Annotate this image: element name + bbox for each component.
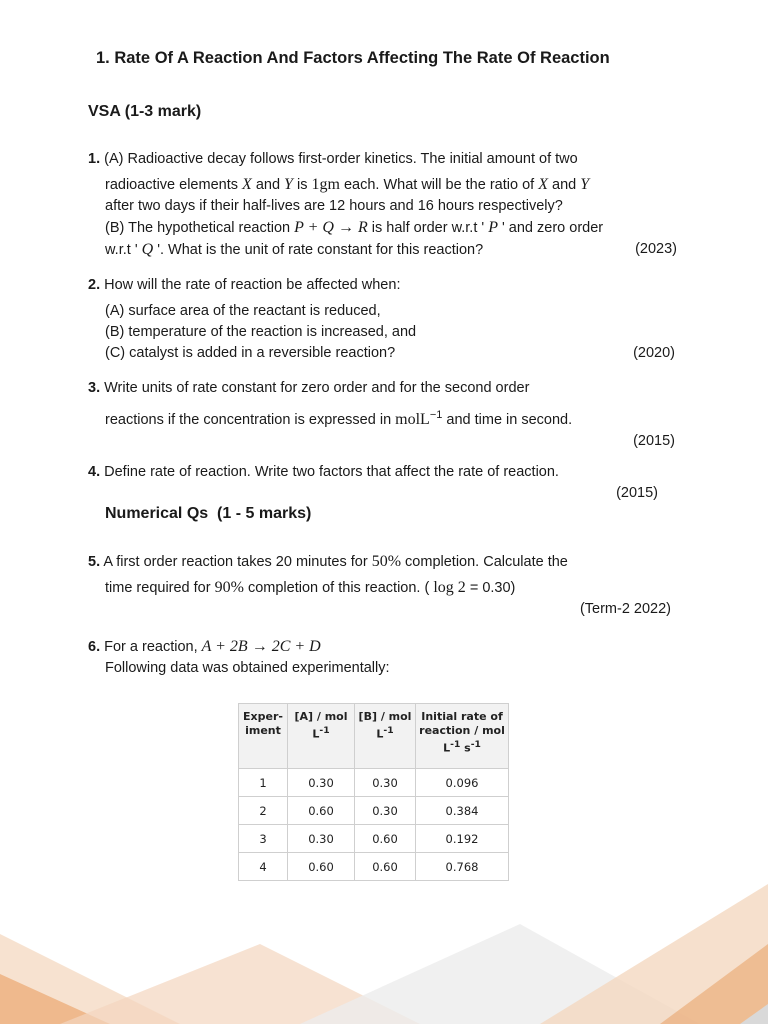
text-segment: Q [141, 241, 154, 258]
table-header: Exper- iment [239, 704, 288, 769]
year-tag: (Term-2 2022) [579, 601, 671, 617]
text-segment: 0.384 [416, 797, 509, 825]
text-segment: 0.096 [416, 769, 509, 797]
text-segment: (B) The hypothetical reaction [105, 220, 295, 236]
text-segment: Write units of rate constant for zero order and for the second order [104, 380, 530, 396]
text-segment: and [251, 177, 285, 193]
text-segment: A + 2B → 2C + D [201, 638, 321, 655]
text-segment: 90% [214, 579, 244, 596]
text-segment: 0.60 [288, 853, 355, 881]
text-segment: X [242, 176, 252, 193]
text-segment: 0.30 [355, 769, 416, 797]
text-segment: completion. Calculate the [401, 554, 568, 570]
question-6 [88, 636, 680, 679]
text-segment: w.r.t ' [105, 242, 142, 258]
text-segment: and time in second. [442, 411, 573, 428]
question-5 [88, 551, 680, 620]
text-segment: reactions if the concentration is expressed in [105, 411, 396, 428]
numerical-heading: Numerical Qs (1 - 5 marks) [105, 505, 312, 522]
text-segment: (C) catalyst is added in a reversible reaction? [105, 345, 396, 361]
text-segment: Define rate of reaction. Write two factors that affect the rate of reaction. [104, 464, 559, 480]
text-segment: 0.192 [416, 825, 509, 853]
table-row [239, 769, 509, 797]
question-3 [88, 378, 680, 452]
text-segment: time required for [105, 580, 215, 596]
table-row [239, 853, 509, 881]
text-segment: Following data was obtained experimentally: [105, 660, 390, 676]
text-segment: (A) Radioactive decay follows first-order kinetics. The initial amount of two [104, 151, 578, 167]
text-segment: 0.30 [288, 769, 355, 797]
text-segment: '. What is the unit of rate constant for this reaction? [153, 242, 484, 258]
text-segment: (A) surface area of the reactant is reduced, [105, 303, 381, 319]
text-segment: 1 [239, 769, 288, 797]
page-title: 1. Rate Of A Reaction And Factors Affecting The Rate Of Reaction [96, 49, 610, 67]
text-segment: 0.768 [416, 853, 509, 881]
text-segment: 0.30 [288, 825, 355, 853]
text-segment: ' and zero order [497, 220, 604, 236]
table-row [239, 825, 509, 853]
text-segment: 50% [371, 553, 402, 570]
text-segment: radioactive elements [105, 177, 243, 193]
text-segment: P + Q → R [294, 219, 368, 236]
text-segment: 3. [88, 380, 101, 396]
question-4 [88, 462, 680, 504]
text-segment: after two days if their half-lives are 12 hours and 16 hours respectively? [105, 198, 563, 214]
year-tag: (2023) [635, 241, 677, 257]
text-segment: = 0.30) [465, 580, 516, 596]
text-segment: 4. [88, 464, 101, 480]
text-segment: 0.30 [355, 797, 416, 825]
question-1 [88, 149, 680, 261]
text-segment: 0.60 [288, 797, 355, 825]
text-segment: is half order w.r.t ' [367, 220, 489, 236]
text-segment: 5. [88, 554, 101, 570]
text-segment: A first order reaction takes 20 minutes for [103, 554, 372, 570]
table-row [239, 797, 509, 825]
question-number: 1. [88, 151, 101, 167]
text-segment: 0.60 [355, 825, 416, 853]
text-segment: and [547, 177, 581, 193]
year-tag: (2015) [616, 485, 658, 501]
text-segment: 6. [88, 639, 101, 655]
text-segment: Y [284, 176, 293, 193]
text-segment: log 2 [433, 579, 466, 596]
text-segment: X [538, 176, 548, 193]
text-segment: −1 [429, 409, 443, 421]
table-header: [B] / mol $L^{-1}$ [355, 704, 416, 769]
vsa-heading: VSA (1-3 mark) [88, 103, 202, 120]
text-segment: For a reaction, [104, 639, 202, 655]
text-segment: completion of this reaction. ( [243, 580, 434, 596]
text-segment: 1gm [311, 176, 340, 193]
text-segment: 3 [239, 825, 288, 853]
table-header: Initial rate of reaction / mol $L^{-1}$ $s^{-1}$ [416, 704, 509, 769]
year-tag: (2015) [633, 432, 675, 449]
text-segment: P [488, 219, 498, 236]
text-segment: How will the rate of reaction be affected when: [104, 277, 401, 293]
text-segment: 2 [239, 797, 288, 825]
text-segment: (B) temperature of the reaction is increased, and [105, 324, 417, 340]
question-2 [88, 275, 680, 364]
year-tag: (2020) [633, 345, 675, 361]
text-segment: each. What will be the ratio of [339, 177, 539, 193]
text-segment: is [292, 177, 312, 193]
text-segment: molL [395, 410, 430, 428]
text-segment: 4 [239, 853, 288, 881]
text-segment: Y [580, 176, 590, 193]
experiment-data-table [238, 703, 509, 881]
text-segment: 0.60 [355, 853, 416, 881]
table-header: [A] / mol $L^{-1}$ [288, 704, 355, 769]
text-segment: 2. [88, 277, 101, 293]
